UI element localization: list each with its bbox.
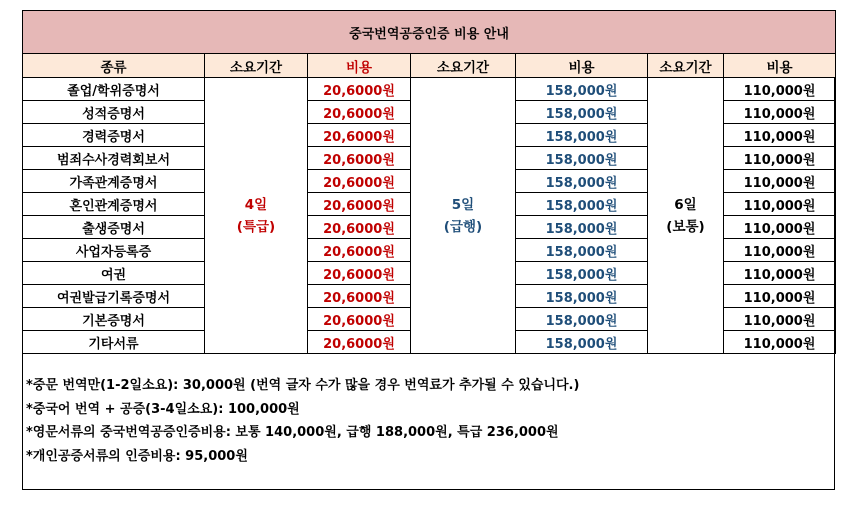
page-title: 중국번역공증인증 비용 안내: [23, 11, 836, 54]
cost-express-special-cell: 20,6000원: [308, 101, 411, 124]
document-type-cell: 기본증명서: [23, 308, 205, 331]
cost-express-special-cell: 20,6000원: [308, 262, 411, 285]
cost-express-special-cell: 20,6000원: [308, 285, 411, 308]
document-type-cell: 졸업/학위증명서: [23, 78, 205, 101]
cost-express-cell: 158,000원: [516, 147, 648, 170]
cost-express-special-cell: 20,6000원: [308, 147, 411, 170]
duration-express-special: [205, 78, 308, 354]
cost-express-special-cell: 20,6000원: [308, 216, 411, 239]
document-type-cell: 범죄수사경력회보서: [23, 147, 205, 170]
cost-normal-cell: 110,000원: [724, 147, 836, 170]
cost-express-cell: 158,000원: [516, 216, 648, 239]
document-type-cell: 경력증명서: [23, 124, 205, 147]
note: *중문 번역만(1-2일소요): 30,000원 (번역 글자 수가 많을 경우 번역료가 추가될 수 있습니다.): [26, 378, 580, 393]
note: *영문서류의 중국번역공증인증비용: 보통 140,000원, 급행 188,000원, 특급 236,000원: [26, 425, 559, 440]
document-type-cell: 사업자등록증: [23, 239, 205, 262]
cost-express-cell: 158,000원: [516, 239, 648, 262]
duration-label: (특급): [236, 218, 276, 235]
cost-normal-cell: 110,000원: [724, 101, 836, 124]
cost-express-special-cell: 20,6000원: [308, 170, 411, 193]
cost-express-special-cell: 20,6000원: [308, 78, 411, 101]
header-row: [23, 54, 836, 78]
header-cost-2: 비용: [516, 54, 648, 78]
cost-normal-cell: 110,000원: [724, 308, 836, 331]
cost-express-cell: 158,000원: [516, 101, 648, 124]
header-duration-2: 소요기간: [411, 54, 516, 78]
cost-normal-cell: 110,000원: [724, 124, 836, 147]
cost-normal-cell: 110,000원: [724, 193, 836, 216]
cost-express-special-cell: 20,6000원: [308, 331, 411, 354]
duration-days: 4일: [244, 196, 268, 213]
cost-express-cell: 158,000원: [516, 170, 648, 193]
cost-normal-cell: 110,000원: [724, 285, 836, 308]
cost-normal-cell: 110,000원: [724, 239, 836, 262]
table-row: [23, 78, 836, 101]
cost-express-special-cell: 20,6000원: [308, 193, 411, 216]
note: *중국어 번역 + 공증(3-4일소요): 100,000원: [26, 401, 300, 417]
document-type-cell: 출생증명서: [23, 216, 205, 239]
duration-label: (급행): [443, 218, 483, 235]
document-type-cell: 혼인관계증명서: [23, 193, 205, 216]
cost-express-cell: 158,000원: [516, 124, 648, 147]
note: *개인공증서류의 인증비용: 95,000원: [26, 448, 248, 464]
cost-normal-cell: 110,000원: [724, 331, 836, 354]
header-cost-3: 비용: [724, 54, 836, 78]
cost-express-cell: 158,000원: [516, 308, 648, 331]
duration-days: 5일: [451, 196, 475, 213]
cost-express-special-cell: 20,6000원: [308, 124, 411, 147]
cost-express-cell: 158,000원: [516, 78, 648, 101]
cost-normal-cell: 110,000원: [724, 216, 836, 239]
cost-express-special-cell: 20,6000원: [308, 239, 411, 262]
notes: [26, 374, 579, 468]
price-table: [22, 10, 836, 354]
cost-express-special-cell: 20,6000원: [308, 308, 411, 331]
cost-normal-cell: 110,000원: [724, 170, 836, 193]
cost-express-cell: 158,000원: [516, 331, 648, 354]
cost-normal-cell: 110,000원: [724, 262, 836, 285]
header-cost-1: 비용: [308, 54, 411, 78]
document-type-cell: 가족관계증명서: [23, 170, 205, 193]
header-type: 종류: [23, 54, 205, 78]
title-row: [23, 11, 836, 54]
duration-normal: [648, 78, 724, 354]
duration-express: [411, 78, 516, 354]
duration-label: (보통): [666, 218, 705, 235]
cost-express-cell: 158,000원: [516, 285, 648, 308]
cost-normal-cell: 110,000원: [724, 78, 836, 101]
document-type-cell: 여권발급기록증명서: [23, 285, 205, 308]
document-type-cell: 성적증명서: [23, 101, 205, 124]
document-type-cell: 기타서류: [23, 331, 205, 354]
duration-days: 6일: [674, 196, 697, 213]
cost-express-cell: 158,000원: [516, 262, 648, 285]
cost-express-cell: 158,000원: [516, 193, 648, 216]
document-type-cell: 여권: [23, 262, 205, 285]
header-duration-3: 소요기간: [648, 54, 724, 78]
header-duration-1: 소요기간: [205, 54, 308, 78]
